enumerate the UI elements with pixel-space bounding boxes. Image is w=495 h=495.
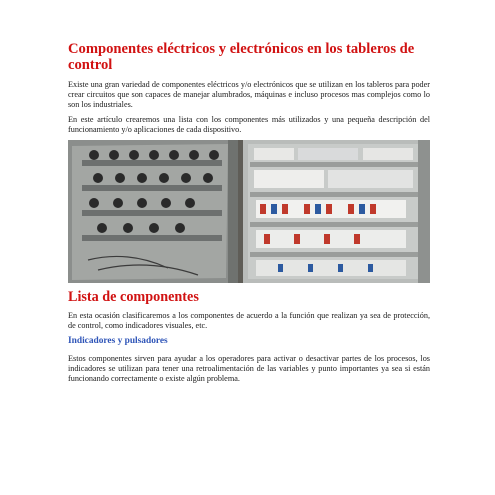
section-paragraph: En esta ocasión clasificaremos a los componentes de acuerdo a la función que realizan ya sea de protección, de control, como indicadores visuales, etc. [68, 311, 430, 330]
intro-paragraph: Existe una gran variedad de componentes eléctricos y/o electrónicos que se utilizan en los tableros para poder crear circuitos que son capaces de manejar alumbrados, máquinas e incluso procesos mas complejos como lo son los industriales. [68, 80, 430, 109]
control-panel-photo [68, 140, 430, 283]
control-panel-illustration [68, 140, 430, 283]
intro-paragraph-2: En este artículo crearemos una lista con los componentes más utilizados y una pequeña descripción del funcionamiento y/o aplicaciones de cada dispositivo. [68, 115, 430, 134]
section-title: Lista de componentes [68, 289, 199, 305]
subsection-paragraph: Estos componentes sirven para ayudar a los operadores para activar o desactivar partes de los procesos, los indicadores se utilizan para tener una retroalimentación de las variables y punto importantes ya sea si están funcionando correctamente o existe algún problema. [68, 354, 430, 383]
subsection-title: Indicadores y pulsadores [68, 336, 168, 346]
page-title: Componentes eléctricos y electrónicos en los tableros de control [68, 41, 415, 73]
